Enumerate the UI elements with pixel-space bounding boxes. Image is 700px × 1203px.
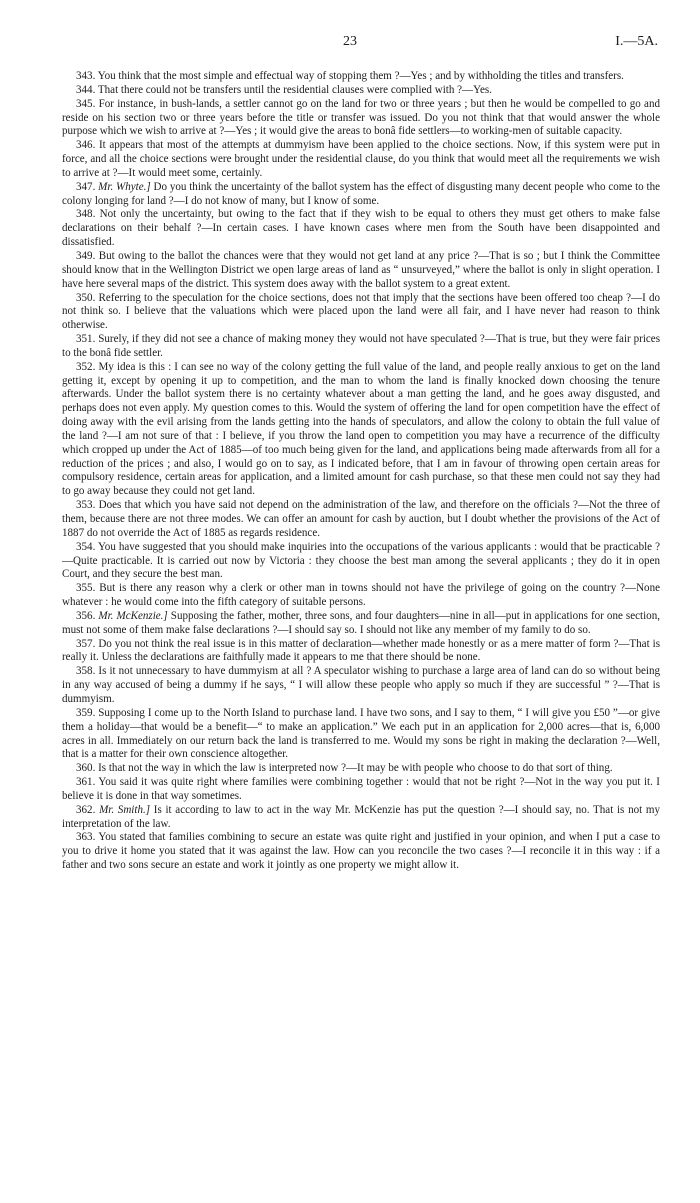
document-reference: I.—5A. <box>615 34 658 49</box>
question-answer-text: My idea is this : I can see no way of the colony getting the full value of the land, and people really anxious to get on the land getting it, except by opening it up to competition, and the man to whom the land is finally knocked down choosing the tenure afterwards. Under the ballot system there is no certainty whatever about a man getting the land, and he goes away disgusted, and perhaps does not even apply. My question comes to this. Would the system of offering the land for open competition have the effect of doing away with the evil arising from the lands getting into the hands of speculators, and allow the colony to obtain the full value of the land ?—I am not sure of that : I believe, if you throw the land open to competition you may have a recurrence of the difficulty which cropped up under the Act of 1885—of too much being given for the land, and applications being made afterwards from all for a reduction of the prices ; and also, I would go on to say, as I indicated before, that I am in favour of throwing open certain areas for compulsory residence, certain areas for application, and a limited amount for cash purchase, so that these men could not say they had to go away because they could not get land. <box>62 360 661 498</box>
testimony-paragraph <box>62 98 660 140</box>
question-answer-text: But owing to the ballot the chances were that they would not get land at any price ?—That is so ; but I think the Committee should know that in the Wellington District we open large areas of land as “ unsurveyed,” where the ballot is only in slight operation. I have here several maps of the district. This system does away with the ballot system to a great extent. <box>62 249 660 290</box>
question-number: 356. <box>76 609 96 622</box>
question-answer-text: Supposing the father, mother, three sons, and four daughters—nine in all—put in applications for one section, must not some of them make false declarations ?—I should say so. I should not like any member of my family to do so. <box>62 609 660 636</box>
testimony-paragraph <box>62 333 660 361</box>
question-number: 359. <box>76 706 96 719</box>
question-answer-text: Not only the uncertainty, but owing to the fact that if they wish to be equal to others they must get others to make false declarations on their behalf ?—In certain cases. I have known cases where men from the South have been disappointed and dissatisfied. <box>62 208 660 249</box>
question-answer-text: You stated that families combining to secure an estate was quite right and justified in your opinion, and when I put a case to you to drive it home you stated that it was against the law. How can you reconcile the two cases ?—I reconcile it in this way : if a father and two sons secure an estate and work it jointly as one property we might allow it. <box>62 831 660 872</box>
question-answer-text: Is it not unnecessary to have dummyism at all ? A speculator wishing to purchase a large area of land can do so without being in any way accused of being a dummy if he says, “ I will allow these people who apply so much if they are successful ” ?—That is dummyism. <box>62 665 660 705</box>
testimony-paragraph <box>62 84 660 98</box>
question-number: 349. <box>76 249 96 262</box>
testimony-paragraph <box>62 70 660 84</box>
testimony-paragraph <box>62 181 660 209</box>
question-number: 351. <box>76 333 96 346</box>
question-answer-text: Is that not the way in which the law is interpreted now ?—It may be with people who choose to do that sort of thing. <box>98 762 613 775</box>
question-number: 350. <box>76 291 96 304</box>
testimony-paragraph <box>62 499 660 541</box>
question-answer-text: Supposing I come up to the North Island to purchase land. I have two sons, and I say to them, “ I will give you £50 ”—or give them a holiday—that would be a benefit—“ to make an application.” We each put in an application for 2,000 acres—that is, 6,000 acres in all. Immediately on our return back the land is transferred to me. Would my sons be right in making the declaration ?—Well, that is a matter for their own conscience altogether. <box>62 706 661 761</box>
question-number: 354. <box>76 540 96 553</box>
question-number: 363. <box>76 831 96 844</box>
question-number: 348. <box>76 208 96 221</box>
page-number: 23 <box>343 34 357 49</box>
question-answer-text: You said it was quite right where families were combining together : would that not be right ?—Not in the way you put it. I believe it is done in that way sometimes. <box>62 776 660 802</box>
speaker-label: Mr. Smith.] <box>99 803 151 816</box>
question-number: 343. <box>76 70 96 82</box>
question-number: 358. <box>76 665 96 678</box>
question-answer-text: You have suggested that you should make inquiries into the occupations of the various applicants : would that be practicable ?—Quite practicable. It is carried out now by Victoria : they choose the best man among the several applicants ; they do it in open Court, and they secure the best man. <box>62 540 660 581</box>
question-number: 362. <box>76 803 96 816</box>
question-answer-text: It appears that most of the attempts at dummyism have been applied to the choice sections. Now, if this system were put in force, and all the choice sections were brought under the residential clause, do you think that would meet all the requirements we wish to arrive at ?—It would meet some, certainly. <box>62 139 660 179</box>
question-answer-text: Do you think the uncertainty of the ballot system has the effect of disgusting many decent people who come to the colony longing for land ?—I do not know of many, but I know of some. <box>62 180 661 207</box>
question-answer-text: That there could not be transfers until the residential clauses were complied with ?—Yes. <box>97 83 492 96</box>
testimony-paragraph <box>62 541 660 583</box>
question-number: 360. <box>76 762 96 775</box>
testimony-paragraph <box>62 804 660 832</box>
question-answer-text: Is it according to law to act in the way Mr. McKenzie has put the question ?—I should say, no. That is not my interpretation of the law. <box>62 803 661 830</box>
question-number: 352. <box>76 360 96 373</box>
question-number: 361. <box>76 776 96 789</box>
document-body <box>62 70 660 873</box>
question-number: 353. <box>76 499 96 512</box>
testimony-paragraph <box>62 582 660 610</box>
testimony-paragraph <box>62 762 660 776</box>
testimony-paragraph <box>62 776 660 804</box>
testimony-paragraph <box>62 139 660 181</box>
question-number: 357. <box>76 637 96 650</box>
testimony-paragraph <box>62 208 660 250</box>
speaker-label: Mr. Whyte.] <box>98 180 151 193</box>
testimony-paragraph <box>62 831 660 873</box>
testimony-paragraph <box>62 361 660 499</box>
question-answer-text: Does that which you have said not depend on the administration of the law, and therefore on the officials ?—Not the three of them, because there are not three modes. We can offer an amount for cash by auction, but I doubt whether the provisions of the Act of 1887 do not override the Act of 1885 as regards residence. <box>62 499 661 539</box>
question-answer-text: But is there any reason why a clerk or other man in towns should not have the privilege of going on the country ?—None whatever : he would come into the fifth category of suitable persons. <box>62 582 660 609</box>
question-answer-text: Do you not think the real issue is in this matter of declaration—whether made honestly or as a mere matter of form ?—That is really it. Unless the declarations are faithfully made it appears to me that there should be none. <box>62 637 660 664</box>
testimony-paragraph <box>62 250 660 292</box>
question-answer-text: You think that the most simple and effectual way of stopping them ?—Yes ; and by withholding the titles and transfers. <box>97 70 624 82</box>
testimony-paragraph <box>62 707 660 762</box>
question-number: 347. <box>76 180 96 193</box>
question-answer-text: For instance, in bush-lands, a settler cannot go on the land for two or three years ; but then he would be compelled to go and reside on his section two or three years before the title or transfer was issued. Do you not think that that would answer the whole purpose which we wish to arrive at ?—Yes ; it would give the areas to bonâ fide settlers—to working-men of suitable capacity. <box>62 97 660 138</box>
question-number: 344. <box>76 83 96 96</box>
testimony-paragraph <box>62 638 660 666</box>
question-answer-text: Surely, if they did not see a chance of making money they would not have speculated ?—That is true, but they were fair prices to the bonâ fide settler. <box>62 333 660 359</box>
testimony-paragraph <box>62 610 660 638</box>
question-number: 355. <box>76 582 96 595</box>
testimony-paragraph <box>62 292 660 334</box>
testimony-paragraph <box>62 665 660 707</box>
question-answer-text: Referring to the speculation for the choice sections, does not that imply that the sections have been offered too cheap ?—I do not think so. I believe that the valuations which were placed upon the land were all fair, and I have never had reason to think otherwise. <box>62 291 660 332</box>
question-number: 346. <box>76 139 96 152</box>
question-number: 345. <box>76 97 96 110</box>
speaker-label: Mr. McKenzie.] <box>98 609 168 622</box>
